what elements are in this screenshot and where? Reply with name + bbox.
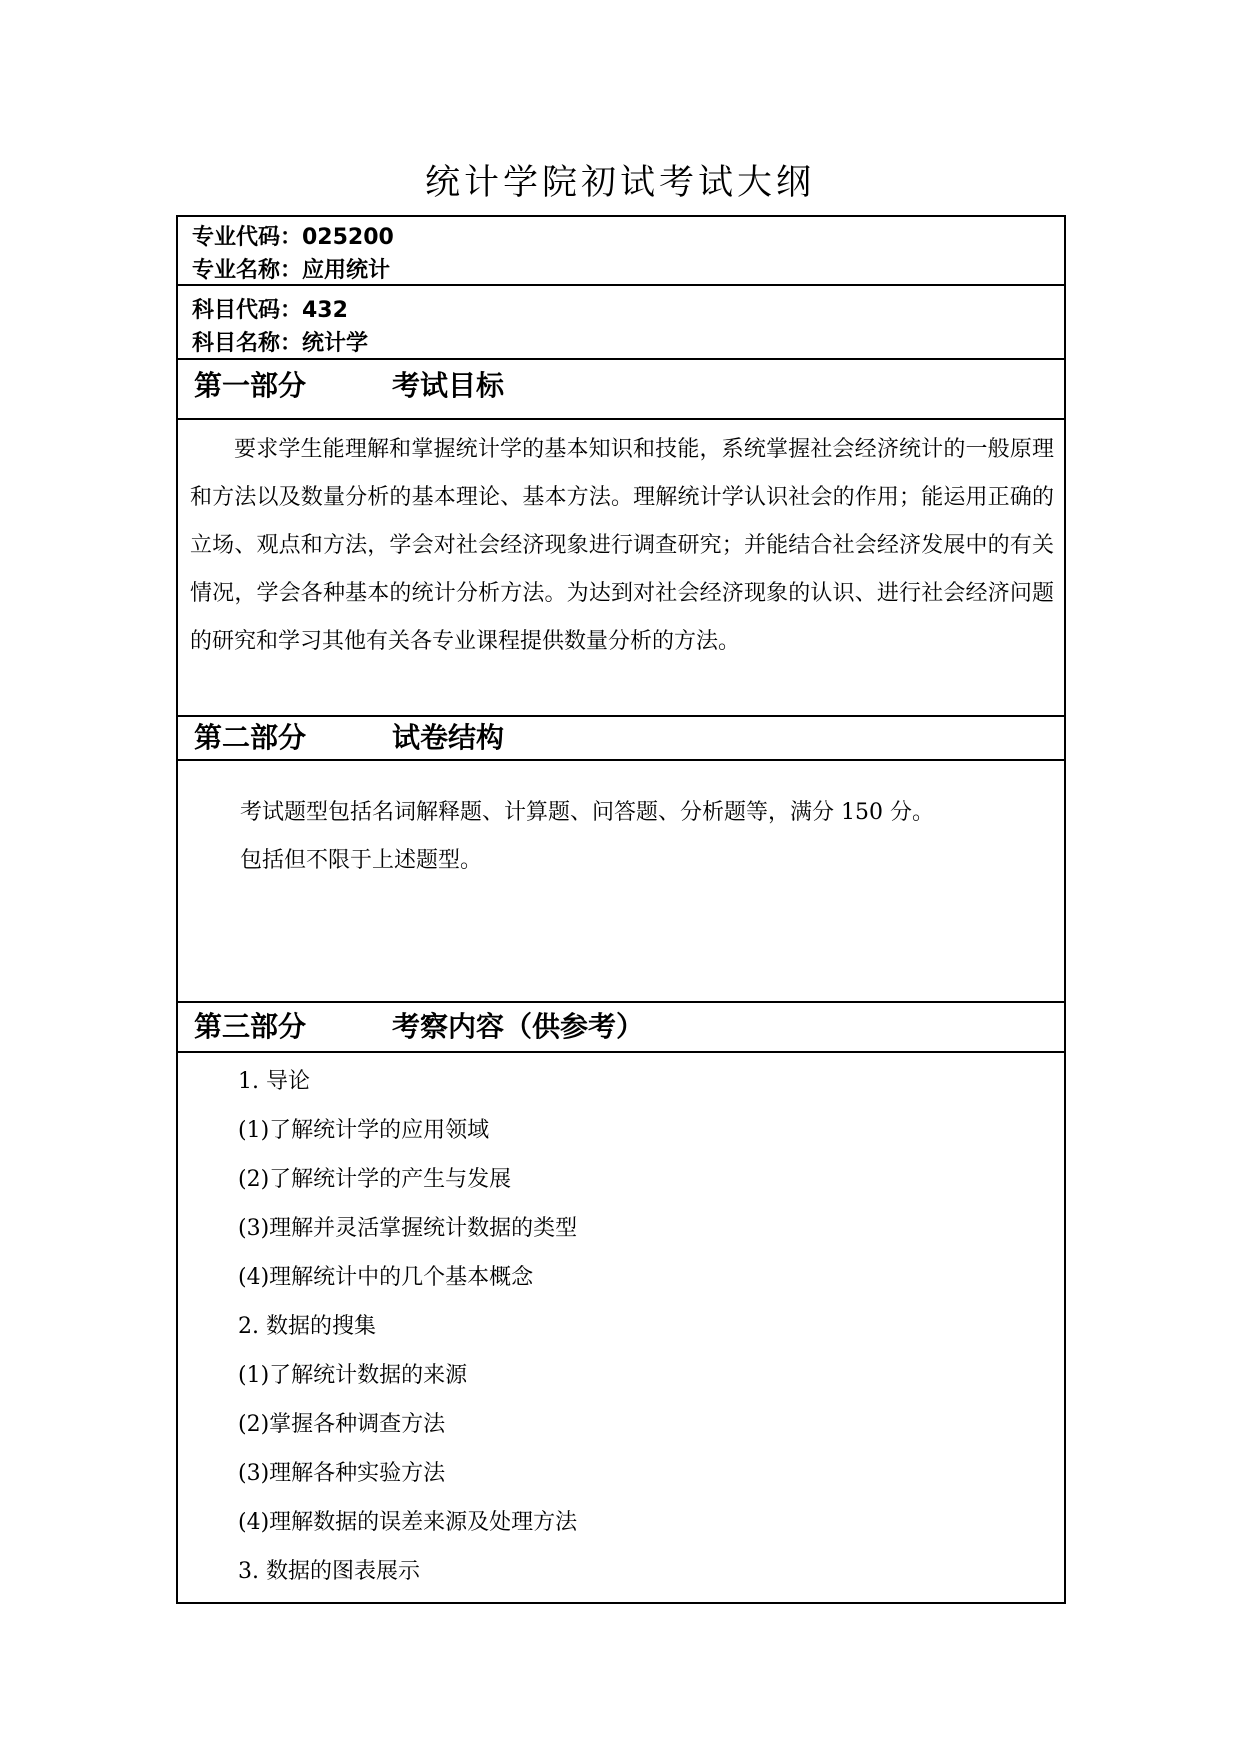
content-item: (3)理解各种实验方法 [238, 1461, 446, 1486]
major-info-row [178, 217, 1064, 286]
structure-line: 包括但不限于上述题型。 [240, 848, 483, 873]
part1-title: 考试目标 [392, 369, 505, 402]
content-item: (3)理解并灵活掌握统计数据的类型 [238, 1216, 578, 1241]
content-chapter: 1. 导论 [238, 1069, 310, 1094]
content-item: (1)了解统计数据的来源 [238, 1363, 468, 1388]
content-chapter: 3. 数据的图表展示 [238, 1559, 420, 1584]
part1-number: 第一部分 [194, 369, 307, 402]
content-item: (4)理解统计中的几个基本概念 [238, 1265, 534, 1290]
major-name: 专业名称：应用统计 [192, 258, 391, 283]
content-item: (1)了解统计学的应用领域 [238, 1118, 490, 1143]
part2-body [178, 761, 1064, 1003]
part2-title: 试卷结构 [392, 721, 505, 754]
major-code: 专业代码：025200 [192, 225, 394, 250]
subject-info-row [178, 286, 1064, 360]
exam-goal-text: 要求学生能理解和掌握统计学的基本知识和技能，系统掌握社会经济统计的一般原理和方法以及数量分析的基本理论、基本方法。理解统计学认识社会的作用；能运用正确的立场、观点和方法，学会对社会经济现象进行调查研究；并能结合社会经济发展中的有关情况，学会各种基本的统计分析方法。为达到对社会经济现象的认识、进行社会经济问题的研究和学习其他有关各专业课程提供数量分析的方法。 [190, 437, 1054, 654]
content-item: (2)掌握各种调查方法 [238, 1412, 446, 1437]
content-item: (4)理解数据的误差来源及处理方法 [238, 1510, 578, 1535]
part3-title: 考察内容（供参考） [392, 1010, 645, 1043]
content-chapter: 2. 数据的搜集 [238, 1314, 376, 1339]
part3-heading [178, 1003, 1064, 1053]
syllabus-table [176, 215, 1066, 1604]
part3-body [178, 1053, 1064, 1602]
part2-number: 第二部分 [194, 721, 307, 754]
part1-heading [178, 360, 1064, 420]
part3-number: 第三部分 [194, 1010, 307, 1043]
part2-heading [178, 717, 1064, 761]
content-item: (2)了解统计学的产生与发展 [238, 1167, 512, 1192]
structure-line: 考试题型包括名词解释题、计算题、问答题、分析题等，满分 150 分。 [240, 800, 934, 825]
document-title: 统计学院初试考试大纲 [424, 163, 815, 203]
subject-name: 科目名称：统计学 [192, 331, 369, 356]
part1-body [178, 420, 1064, 717]
subject-code: 科目代码：432 [192, 298, 348, 323]
